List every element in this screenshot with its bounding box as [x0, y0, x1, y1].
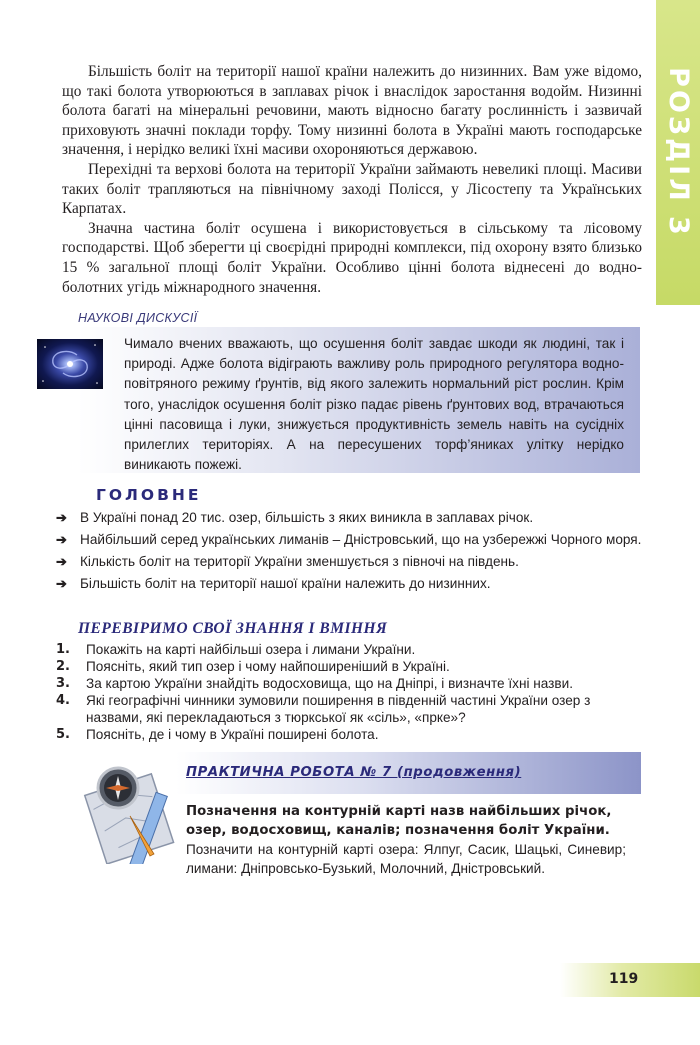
list-item: 3. За картою України знайдіть водосховища, що на Дніпрі, і визначте їхні назви.	[56, 676, 573, 691]
list-item: ➔ Найбільший серед українських лиманів – Дністровський, що на узбережжі Чорного моря.	[56, 532, 642, 547]
check-heading: ПЕРЕВІРИМО СВОЇ ЗНАННЯ І ВМІННЯ	[78, 620, 388, 637]
main-points-heading: ГОЛОВНЕ	[96, 486, 202, 504]
arrow-icon: ➔	[56, 510, 67, 525]
list-item: ➔ В Україні понад 20 тис. озер, більшість з яких виникла в заплавах річок.	[56, 510, 534, 525]
list-item: ➔ Кількість боліт на території України зменшується з півночі на південь.	[56, 554, 519, 569]
paragraph-2: Перехідні та верхові болота на території України займають невеликі площі. Масиви таких боліт трапляються на північному заході Полісся, у Лісостепу та Українських Карпатах.	[62, 160, 642, 218]
list-item: 5. Поясніть, де і чому в Україні поширені болота.	[56, 727, 379, 742]
arrow-icon: ➔	[56, 554, 67, 569]
discussion-text: Чимало вчених вважають, що осушення боліт завдає шкоди як людині, так і природі. Адже болота відіграють важливу роль природного регулятора водно-повітряного режиму ґрунтів, від якого залежить нормальний ріст рослин. Крім того, унаслідок осушення боліт різко падає рівень ґрунтових вод, втрачаються цінні пасовища і луки, знижується продуктивність земель навіть на сусідніх прилеглих територіях. А на пересушених торф’яниках улітку нерідко виникають пожежі.	[124, 336, 624, 473]
arrow-icon: ➔	[56, 576, 67, 591]
main-points-list	[56, 508, 646, 596]
questions-list	[56, 641, 646, 743]
main-text	[62, 62, 642, 297]
list-item: 4. Які географічні чинники зумовили поширення в південній частині України озер з назвами, які перекладаються з тюркської як «сіль», «прке»?	[56, 693, 591, 725]
section-tab-label: РОЗДІЛ 3	[662, 67, 694, 238]
list-item: 2. Поясніть, який тип озер і чому найпоширеніший в Україні.	[56, 659, 450, 674]
section-tab	[656, 0, 700, 305]
page-number: 119	[609, 971, 639, 987]
practical-task-title: Позначення на контурній карті назв найбільших річок, озер, водосховищ, каналів; позначення боліт України.	[186, 804, 612, 838]
galaxy-image	[37, 339, 103, 389]
compass-ruler-icon	[80, 758, 184, 864]
list-item: 1. Покажіть на карті найбільші озера і лимани України.	[56, 642, 416, 657]
paragraph-3: Значна частина боліт осушена і використовується в сільському та лісовому господарстві. Щоб зберегти ці своєрідні природні комплекси, під охорону взято близько 15 % загальної площі боліт України. Особливо цінні болота віднесені до водно-болотних угідь міжнародного значення.	[62, 219, 642, 296]
paragraph-1: Більшість боліт на території нашої країни належить до низинних. Вам уже відомо, що такі болота утворюються в заплавах річок і внаслідок заростання водойм. Низинні болота багаті на мінеральні речовини, мають відносно багату рослинність і зазвичай приховують значні поклади торфу. Тому низинні болота в Україні мають господарське значення, і нерідко великі їхні масиви охороняються державою.	[62, 63, 642, 159]
discussion-heading: НАУКОВІ ДИСКУСІЇ	[78, 311, 198, 325]
practical-title: ПРАКТИЧНА РОБОТА № 7 (продовження)	[186, 765, 522, 780]
practical-task-text: Позначити на контурній карті озера: Ялпуг, Сасик, Шацькі, Синевир; лимани: Дніпровсько-Бузький, Молочний, Дністровський.	[186, 842, 626, 876]
list-item: ➔ Більшість боліт на території нашої країни належить до низинних.	[56, 576, 491, 591]
arrow-icon: ➔	[56, 532, 67, 547]
